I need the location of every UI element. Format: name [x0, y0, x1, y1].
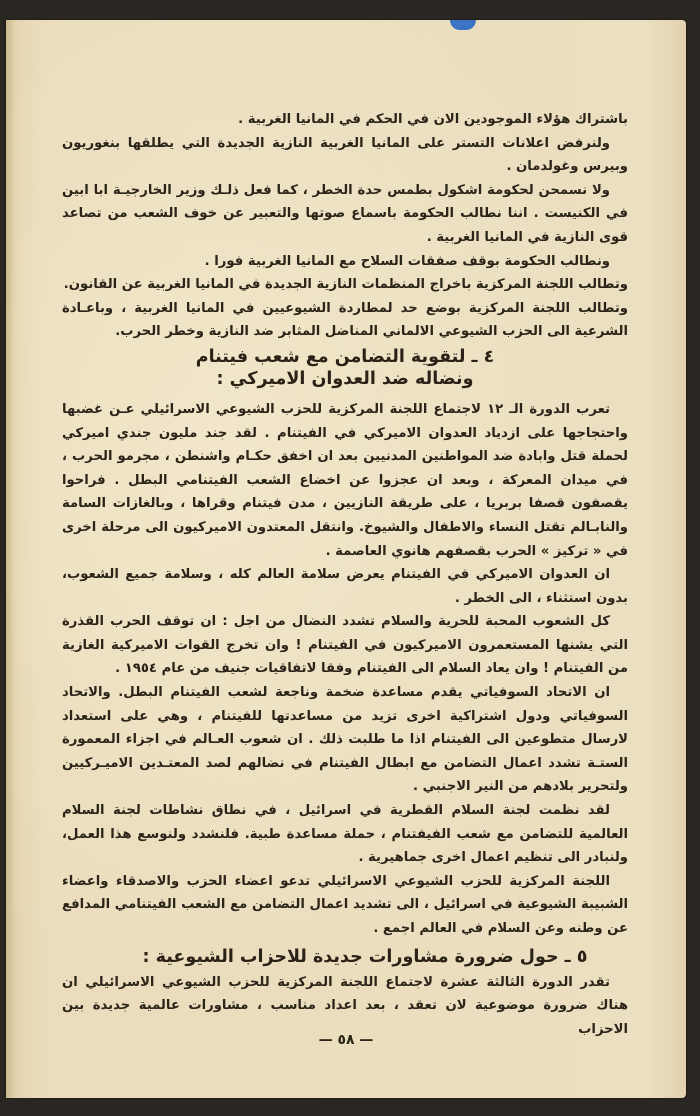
- paragraph: لقد نظمت لجنة السلام القطرية في اسرائيل ، في نطاق نشاطات لجنة السلام العالمية للتضامن مع شعب الفيفتنام ، حملة مساعدة طبية. فلنشدد ولنوسع هذا العمل، ولنبادر الى تنظيم اعمال اخرى جماهيرية .: [62, 803, 628, 866]
- page-spine-edge: [6, 20, 14, 1098]
- section-heading-5: ٥ ـ حول ضرورة مشاورات جديدة للاحزاب الشيوعية :: [142, 946, 588, 967]
- paragraph: ان الاتحاد السوفياتي يقدم مساعدة ضخمة وناجعة لشعب الفيتنام البطل. والاتحاد السوفياتي ودول اشتراكية اخرى تزيد من مساعدتها للفيتنام ، وهي على استعداد لارسال متطوعين الى الفيتنام اذا ما طلبت ذلك . ان شعوب العـالم في اجزاء المعمورة الستـة تشدد اعمال التضامن مع ابطال الفيتنام في نضالهم لصد المعتـدين الاميـركيين ولتحرير بلادهم من النير الاجنبي .: [62, 685, 628, 795]
- paragraph: باشتراك هؤلاء الموجودين الان في الحكم في المانيا الغربية .: [238, 112, 628, 127]
- page-number: — ٥٨ —: [318, 1032, 374, 1048]
- paragraph: تقدر الدورة الثالثة عشرة لاجتماع اللجنة المركزية للحزب الشيوعي الاسرائيلي ان هناك ضرورة موضوعية لان تعقد ، بعد اعداد مناسب ، مشاورات عالمية جديدة بين الاحزاب: [62, 974, 628, 1037]
- paragraph: ولا نسمحن لحكومة اشكول بطمس حدة الخطر ، كما فعل ذلـك وزير الخارجيـة ابا ابين في الكنيست . اننا نطالب الحكومة باسماع صوتها والتعبير عن خوف الشعب من تصاعد قوى النازية في المانيا الغربية .: [62, 182, 628, 245]
- paragraph: كل الشعوب المحبة للحرية والسلام تشدد النضال من اجل : ان توقف الحرب القذرة التي يشنها المستعمرون الاميركيون في الفيتنام ! وان تخرج القوات الاميركية الغازية من الفيتنام ! وان يعاد السلام الى الفيتنام وفقا لاتفاقيات جنيف من عام ١٩٥٤ .: [62, 614, 628, 677]
- paragraph: ولنرفض اعلانات التستر على المانيا الغربية النازية الجديدة التي يطلقها بنغوريون وبيرس وغولدمان .: [62, 135, 628, 175]
- section-heading-4-line1: ٤ ـ لتقوية التضامن مع شعب فيتنام: [195, 346, 495, 367]
- section-heading-4-line2: ونضاله ضد العدوان الاميركي :: [216, 368, 474, 389]
- scanned-page: [6, 20, 686, 1098]
- paragraph: وتطالب اللجنة المركزية باخراج المنظمات النازية الجديدة في المانيا الغربية عن القانون.: [63, 277, 628, 293]
- section-heading-4: [62, 346, 628, 390]
- paragraph: وتطالب اللجنة المركزية بوضع حد لمطاردة الشيوعيين في المانيا الغربية ، وباعـادة الشرعية الى الحزب الشيوعي الالماني المناضل المثابر ضد النازية وخطر الحرب.: [62, 300, 628, 340]
- page-body-text: [62, 108, 628, 1041]
- paragraph: اللجنة المركزية للحزب الشيوعي الاسرائيلي تدعو اعضاء الحزب والاصدقاء واعضاء الشبيبة الشيوعية في اسرائيل ، الى تشديد اعمال التضامن مع الشعب الفيتنامي المدافع عن وطنه وعن السلام في العالم اجمع .: [62, 873, 628, 936]
- paragraph: ان العدوان الاميركي في الفيتنام يعرض سلامة العالم كله ، وسلامة جميع الشعوب، بدون استثناء ، الى الخطر .: [62, 567, 628, 606]
- paragraph: تعرب الدورة الـ ١٢ لاجتماع اللجنة المركزية للحزب الشيوعي الاسرائيلي عـن غضبها واحتجاجها على ازدياد العدوان الاميركي في الفيتنام . لقد جند مليون جندي اميركي لحملة قتل وابادة ضد المواطنين المدنيين بعد ان اخفق حكـام واشنطن ، مجرمو الحرب ، في ميدان المعركة ، وبعد ان عجزوا عن اخضاع الشعب الفيتنامي البطل . فراحوا يقصفون قصفا بربريا ، على طريقة النازيين ، مدن فيتنام وقراها ، وبالغازات السامة والنابـالم تقتل النساء والاطفال والشيوخ. وانتقل المعتدون الاميركيون الى مرحلة اخرى في « تركيز » الحرب بقصفهم هانوي العاصمة .: [62, 401, 628, 559]
- paragraph: ونطالب الحكومة بوقف صفقات السلاح مع المانيا الغربية فورا .: [204, 253, 610, 269]
